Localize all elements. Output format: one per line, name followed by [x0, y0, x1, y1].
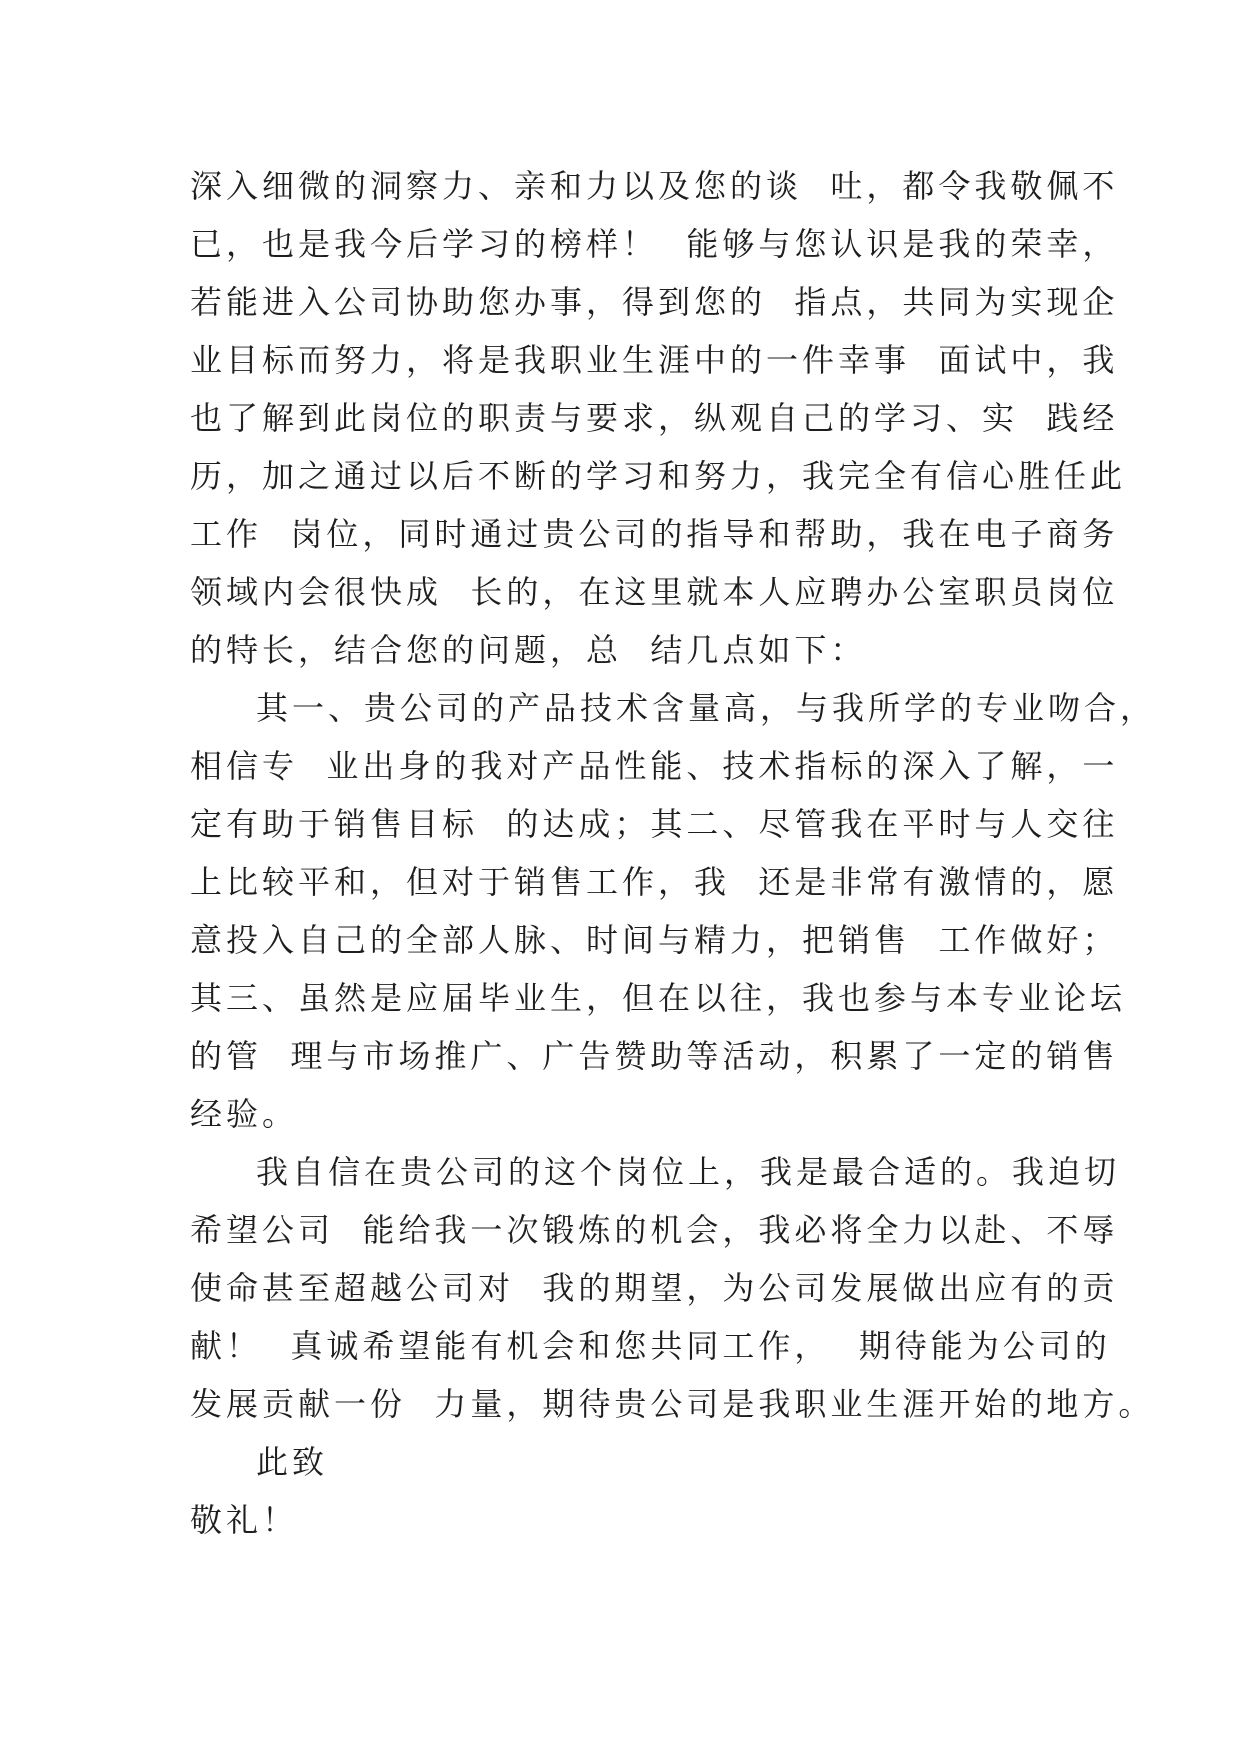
text-line: 历，加之通过以后不断的学习和努力，我完全有信心胜任此: [190, 457, 1127, 495]
paragraph-3: [190, 1143, 1155, 1433]
text-line: 发展贡献一份 力量，期待贵公司是我职业生涯开始的地方。: [190, 1385, 1155, 1423]
paragraph-2: [190, 679, 1157, 1143]
text-line: 使命甚至超越公司对 我的期望，为公司发展做出应有的贡: [190, 1269, 1119, 1307]
text-line: 已，也是我今后学习的榜样！ 能够与您认识是我的荣幸，: [190, 225, 1119, 263]
text-line: 相信专 业出身的我对产品性能、技术指标的深入了解，一: [190, 747, 1119, 785]
text-line: 其一、贵公司的产品技术含量高，与我所学的专业吻合，: [256, 689, 1157, 727]
text-line: 若能进入公司协助您办事，得到您的 指点，共同为实现企: [190, 283, 1119, 321]
text-line: 也了解到此岗位的职责与要求，纵观自己的学习、实 践经: [190, 399, 1119, 437]
closing-line: 此致: [256, 1443, 329, 1481]
text-line: 我自信在贵公司的这个岗位上，我是最合适的。我迫切: [256, 1153, 1121, 1191]
text-line: 定有助于销售目标 的达成；其二、尽管我在平时与人交往: [190, 805, 1119, 843]
text-line: 献！ 真诚希望能有机会和您共同工作， 期待能为公司的: [190, 1327, 1111, 1365]
text-line: 工作 岗位，同时通过贵公司的指导和帮助，我在电子商务: [190, 515, 1119, 553]
text-line: 深入细微的洞察力、亲和力以及您的谈 吐，都令我敬佩不: [190, 167, 1119, 205]
text-line: 希望公司 能给我一次锻炼的机会，我必将全力以赴、不辱: [190, 1211, 1119, 1249]
text-line: 的特长，结合您的问题，总 结几点如下：: [190, 631, 867, 669]
text-line: 业目标而努力，将是我职业生涯中的一件幸事 面试中，我: [190, 341, 1119, 379]
salutation-line: 敬礼！: [190, 1501, 299, 1539]
paragraph-1: [190, 157, 1127, 679]
text-line: 经验。: [190, 1095, 299, 1133]
text-line: 的管 理与市场推广、广告赞助等活动，积累了一定的销售: [190, 1037, 1119, 1075]
text-line: 上比较平和，但对于销售工作，我 还是非常有激情的，愿: [190, 863, 1119, 901]
text-line: 领域内会很快成 长的，在这里就本人应聘办公室职员岗位: [190, 573, 1119, 611]
text-line: 意投入自己的全部人脉、时间与精力，把销售 工作做好；: [190, 921, 1119, 959]
text-line: 其三、虽然是应届毕业生，但在以往，我也参与本专业论坛: [190, 979, 1127, 1017]
letter-body: [190, 157, 1157, 1549]
